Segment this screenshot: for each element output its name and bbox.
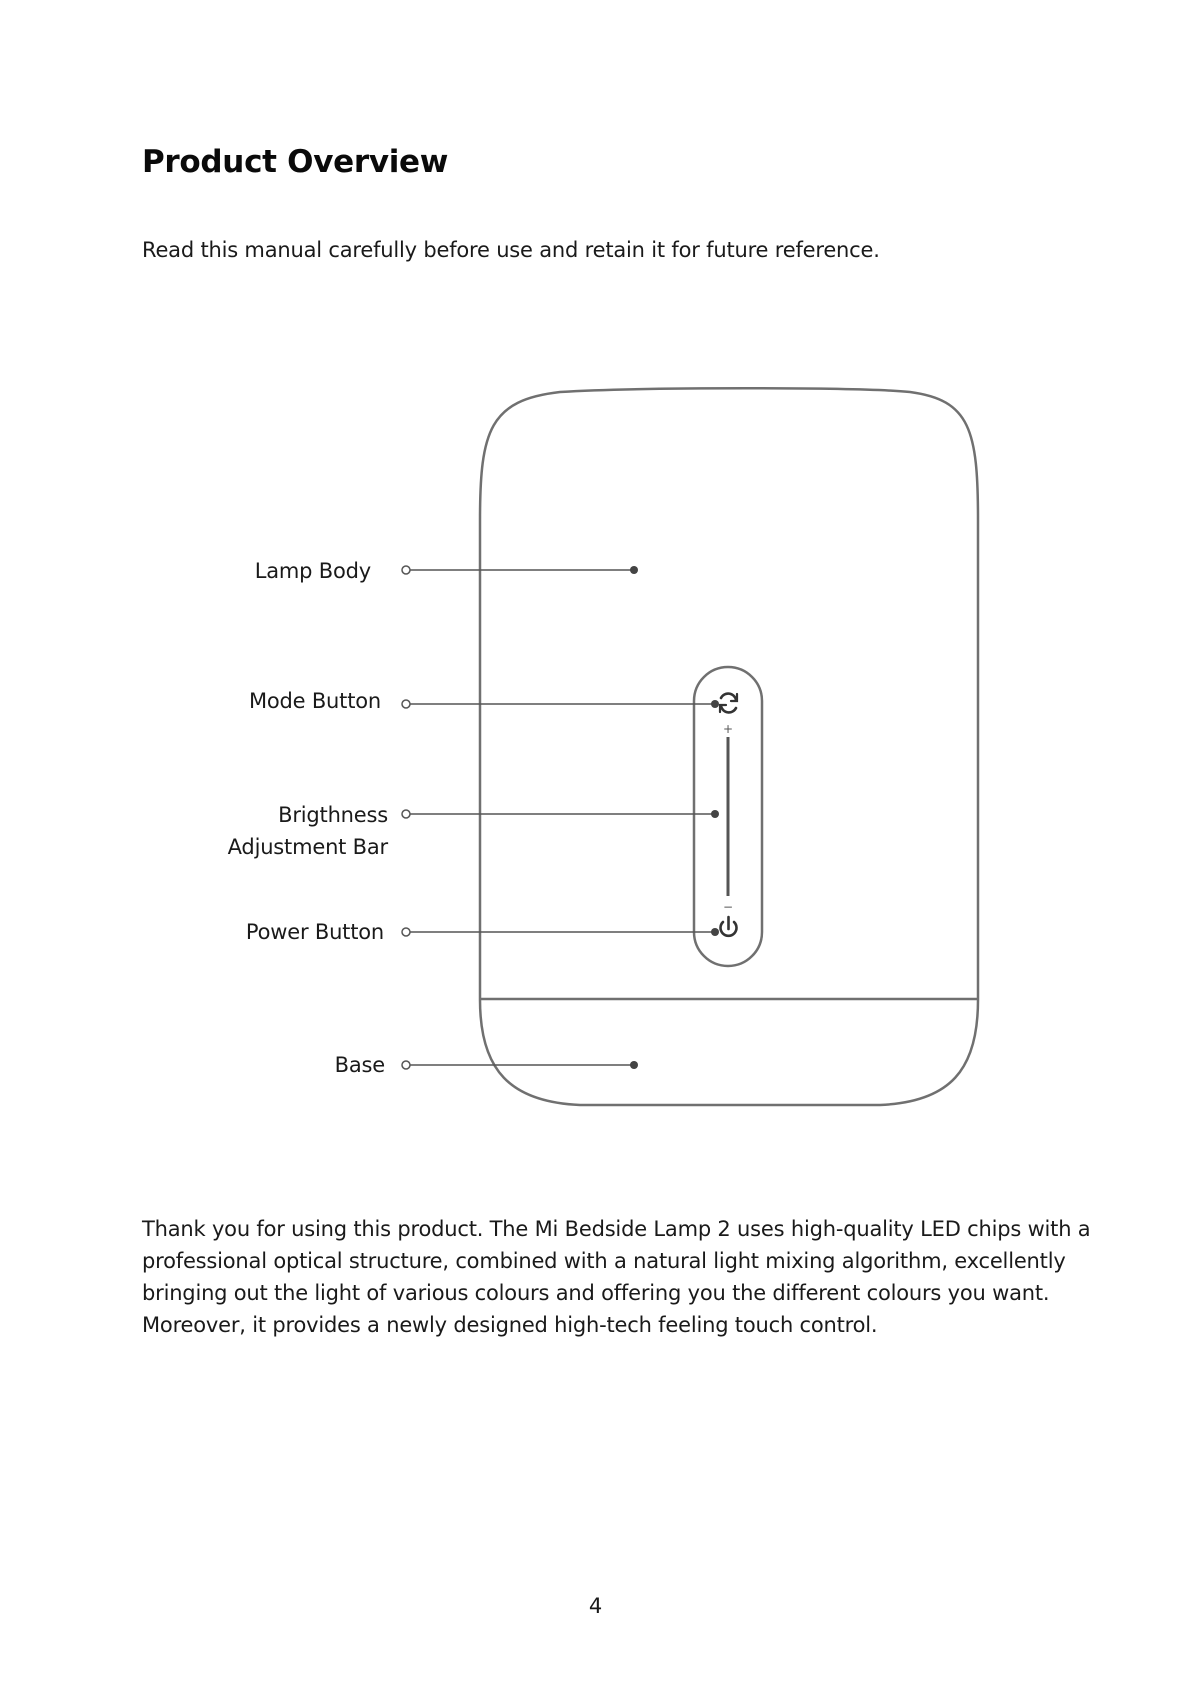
plus-sign: + <box>722 722 734 736</box>
label-base: Base <box>334 1053 385 1077</box>
label-power-button: Power Button <box>245 920 384 944</box>
description-paragraph <box>142 1213 1091 1341</box>
minus-sign: − <box>722 900 734 914</box>
description-line: Moreover, it provides a newly designed high-tech feeling touch control. <box>142 1313 878 1337</box>
label-brightness-line2: Adjustment Bar <box>227 835 388 859</box>
callout-base <box>402 1061 638 1069</box>
callout-mode-button <box>402 700 719 708</box>
callout-brightness-bar <box>402 810 719 818</box>
callout-lamp-body <box>402 566 638 574</box>
label-mode-button: Mode Button <box>248 689 381 713</box>
callout-power-button <box>402 928 719 936</box>
label-lamp-body: Lamp Body <box>254 559 371 583</box>
description-line: professional optical structure, combined with a natural light mixing algorithm, excellently <box>142 1249 1066 1273</box>
description-line: bringing out the light of various colours and offering you the different colours you want. <box>142 1281 1050 1305</box>
mode-refresh-icon <box>720 694 737 713</box>
label-brightness-line1: Brigthness <box>278 803 388 827</box>
page-title: Product Overview <box>142 144 449 180</box>
page-number: 4 <box>588 1594 603 1618</box>
description-line: Thank you for using this product. The Mi Bedside Lamp 2 uses high-quality LED chips with a <box>142 1217 1091 1241</box>
intro-text: Read this manual carefully before use and retain it for future reference. <box>142 238 880 262</box>
power-icon <box>721 917 737 936</box>
